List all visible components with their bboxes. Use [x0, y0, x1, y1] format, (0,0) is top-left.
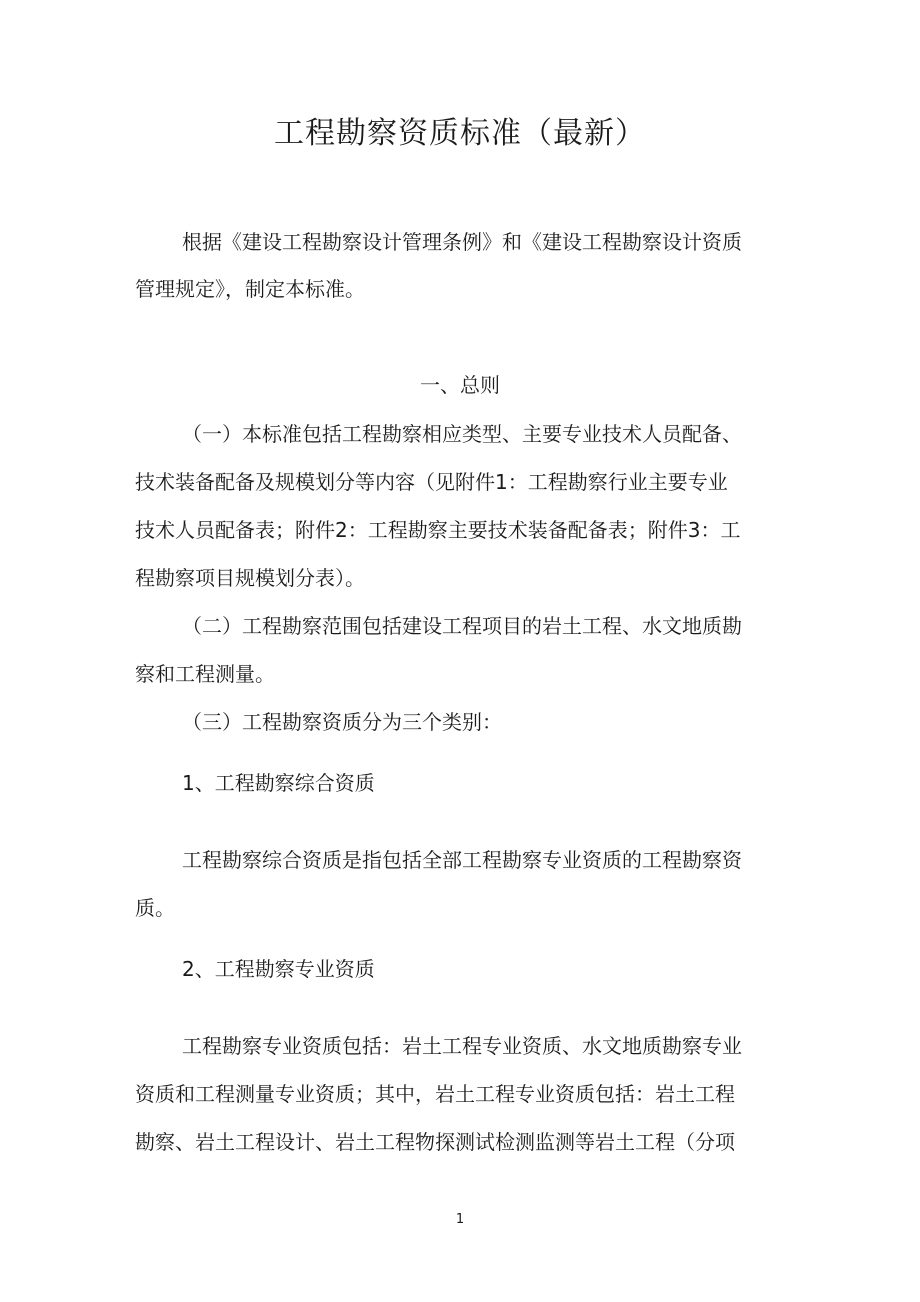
item2-text-line-3: 勘察、岩土工程设计、岩土工程物探测试检测监测等岩土工程（分项: [135, 1130, 735, 1154]
item1-text-line-1: 工程勘察综合资质是指包括全部工程勘察专业资质的工程勘察资: [182, 848, 742, 872]
intro-line-1: 根据《建设工程勘察设计管理条例》和《建设工程勘察设计资质: [182, 230, 742, 254]
para2-line-2: 察和工程测量。: [135, 662, 275, 686]
page-number: 1: [455, 1212, 465, 1227]
item2-text-line-1: 工程勘察专业资质包括：岩土工程专业资质、水文地质勘察专业: [182, 1034, 742, 1058]
item1-heading: 1、工程勘察综合资质: [182, 771, 375, 795]
section-heading: 一、总则: [420, 373, 500, 397]
para2-line-1: （二）工程勘察范围包括建设工程项目的岩土工程、水文地质勘: [182, 614, 742, 638]
document-title: 工程勘察资质标准（最新）: [274, 116, 646, 151]
item1-text-line-2: 质。: [135, 896, 175, 920]
para1-line-2: 技术装备配备及规模划分等内容（见附件1：工程勘察行业主要专业: [135, 470, 728, 494]
para1-line-3: 技术人员配备表；附件2：工程勘察主要技术装备配备表；附件3：工: [135, 518, 741, 542]
item2-text-line-2: 资质和工程测量专业资质；其中，岩土工程专业资质包括：岩土工程: [135, 1082, 735, 1106]
para1-line-1: （一）本标准包括工程勘察相应类型、主要专业技术人员配备、: [182, 422, 742, 446]
intro-line-2: 管理规定》，制定本标准。: [135, 277, 365, 301]
item2-heading: 2、工程勘察专业资质: [182, 957, 375, 981]
para3: （三）工程勘察资质分为三个类别：: [182, 710, 502, 734]
para1-line-4: 程勘察项目规模划分表）。: [135, 566, 365, 590]
